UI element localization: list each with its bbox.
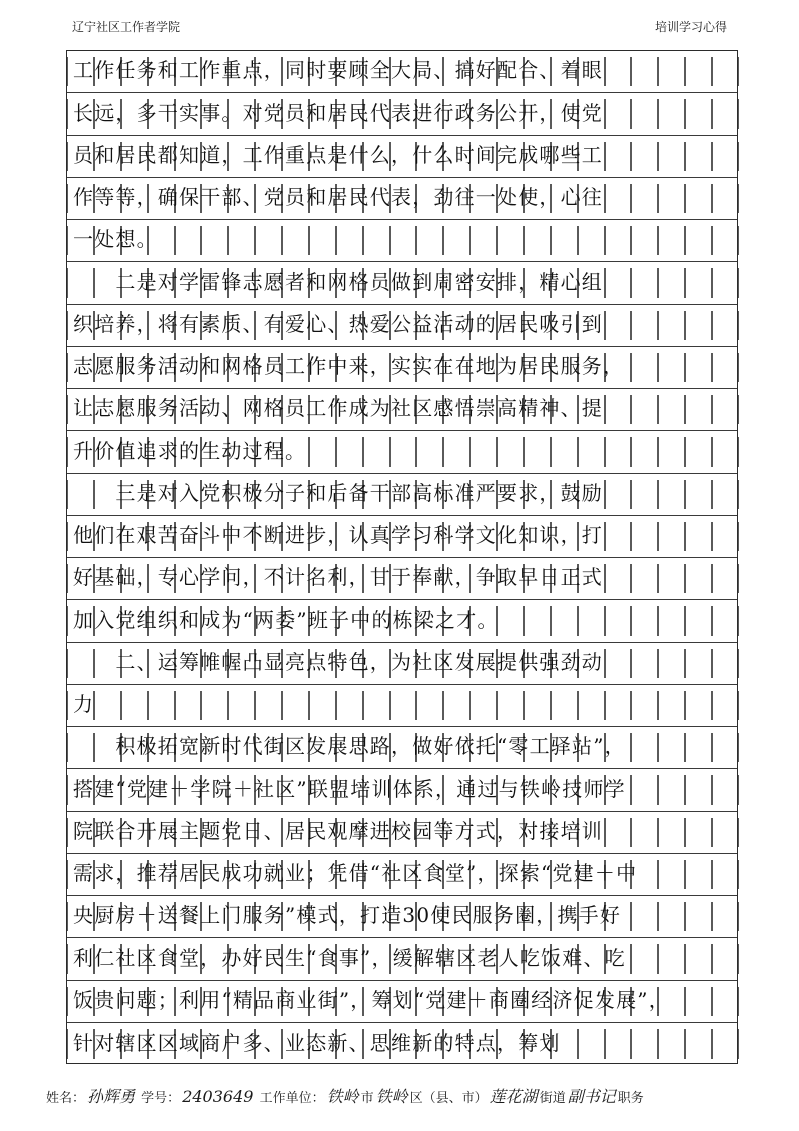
grid-cell <box>658 99 685 128</box>
grid-cell <box>578 226 605 255</box>
handwritten-line: 积极拓宽新时代街区发展思路，做好依托“零工驿站”， <box>73 734 626 759</box>
grid-cell <box>658 860 685 889</box>
grid-cell <box>685 142 712 171</box>
grid-cell <box>416 691 443 720</box>
grid-cell <box>631 395 658 424</box>
grid-cell <box>309 691 336 720</box>
grid-cell <box>605 480 632 509</box>
grid-cell <box>524 437 551 466</box>
grid-cell <box>685 818 712 847</box>
grid-cell <box>712 311 739 340</box>
grid-cell <box>605 226 632 255</box>
grid-cell <box>631 606 658 635</box>
grid-cell <box>685 944 712 973</box>
grid-cell <box>497 691 524 720</box>
grid-cell <box>551 226 578 255</box>
manuscript-row <box>67 347 737 389</box>
grid-cell <box>551 437 578 466</box>
grid-cell <box>712 437 739 466</box>
grid-cell <box>631 311 658 340</box>
grid-cell <box>712 987 739 1016</box>
manuscript-row <box>67 389 737 431</box>
grid-cell <box>443 691 470 720</box>
grid-cell <box>605 522 632 551</box>
handwritten-line: 二、运筹帷幄凸显亮点特色，为社区发展提供强劲动 <box>73 649 603 674</box>
name-label: 姓名： <box>46 1091 86 1106</box>
grid-cell <box>605 606 632 635</box>
grid-cell <box>712 902 739 931</box>
grid-cell <box>631 733 658 762</box>
grid-cell <box>390 437 417 466</box>
grid-cell <box>685 902 712 931</box>
grid-cell <box>631 184 658 213</box>
grid-cell <box>605 691 632 720</box>
grid-cell <box>336 691 363 720</box>
grid-cell <box>443 437 470 466</box>
grid-cell <box>363 691 390 720</box>
grid-cell <box>712 353 739 382</box>
manuscript-row <box>67 1023 737 1065</box>
grid-cell <box>470 226 497 255</box>
grid-cell <box>201 226 228 255</box>
grid-cell <box>685 733 712 762</box>
handwritten-line: 央厨房＋送餐上门服务”模式，打造30便民服务圈，携手好 <box>73 903 622 928</box>
grid-cell <box>390 691 417 720</box>
grid-cell <box>497 606 524 635</box>
id-label: 学号： <box>141 1091 181 1106</box>
manuscript-row <box>67 938 737 980</box>
grid-cell <box>685 353 712 382</box>
manuscript-row <box>67 643 737 685</box>
handwritten-line: 工作任务和工作重点，同时要顾全大局、搞好配合、着眼 <box>73 58 603 83</box>
street-label: 街道 <box>539 1091 566 1106</box>
grid-cell <box>685 606 712 635</box>
manuscript-row <box>67 854 737 896</box>
grid-cell <box>685 311 712 340</box>
grid-cell <box>685 649 712 678</box>
manuscript-row <box>67 685 737 727</box>
district-value: 铁岭 <box>375 1087 408 1106</box>
grid-cell <box>282 226 309 255</box>
manuscript-row <box>67 305 737 347</box>
grid-cell <box>551 606 578 635</box>
grid-cell <box>228 691 255 720</box>
grid-cell <box>201 691 228 720</box>
city-value: 铁岭 <box>326 1087 359 1106</box>
grid-cell <box>605 57 632 86</box>
manuscript-row <box>67 812 737 854</box>
grid-cell <box>712 775 739 804</box>
grid-cell <box>121 691 148 720</box>
grid-cell <box>685 860 712 889</box>
handwritten-line: 作等等，确保干部、党员和居民代表，劲往一处使，心往 <box>73 185 603 209</box>
grid-cell <box>685 437 712 466</box>
grid-cell <box>685 564 712 593</box>
grid-cell <box>658 902 685 931</box>
grid-cell <box>470 691 497 720</box>
grid-cell <box>685 522 712 551</box>
page-header <box>72 18 727 40</box>
handwritten-line: 搭建“党建＋学院＋社区”联盟培训体系，通过与铁岭技师学 <box>73 776 626 801</box>
handwritten-line: 一处想。 <box>73 227 158 252</box>
grid-cell <box>658 606 685 635</box>
handwritten-line: 员和居民都知道，工作重点是什么，什么时间完成哪些工 <box>73 142 603 167</box>
grid-cell <box>712 142 739 171</box>
manuscript-row <box>67 516 737 558</box>
grid-cell <box>631 902 658 931</box>
grid-cell <box>605 99 632 128</box>
handwritten-line: 利仁社区食堂，办好民生“食事”，缓解辖区老人吃饭难、吃 <box>73 945 626 970</box>
grid-cell <box>282 691 309 720</box>
grid-cell <box>712 944 739 973</box>
grid-cell <box>363 437 390 466</box>
grid-cell <box>712 226 739 255</box>
grid-cell <box>712 733 739 762</box>
grid-cell <box>658 944 685 973</box>
handwritten-line: 织培养，将有素质、有爱心、热爱公益活动的居民吸引到 <box>73 311 603 336</box>
grid-cell <box>309 437 336 466</box>
handwritten-line: 针对辖区区域商户多、业态新、思维新的特点，筹划 <box>73 1031 561 1055</box>
grid-cell <box>228 226 255 255</box>
handwritten-line: 好基础，专心学问，不计名利，甘于奉献，争取早日正式 <box>73 565 603 590</box>
grid-cell <box>712 818 739 847</box>
handwritten-line: 饭贵问题；利用“精品商业街”，筹划“党建＋商圈经济促发展”， <box>73 987 670 1012</box>
position-value: 副书记 <box>567 1087 616 1106</box>
grid-cell <box>658 57 685 86</box>
grid-cell <box>712 860 739 889</box>
handwritten-line: 力 <box>73 692 95 716</box>
unit-label: 工作单位： <box>259 1091 325 1106</box>
grid-cell <box>148 691 175 720</box>
grid-cell <box>416 437 443 466</box>
name-value: 孙辉勇 <box>87 1087 136 1106</box>
grid-cell <box>658 353 685 382</box>
grid-cell <box>255 226 282 255</box>
grid-cell <box>390 226 417 255</box>
handwritten-line: 他们在艰苦奋斗中不断进步，认真学习科学文化知识，打 <box>73 523 603 547</box>
grid-cell <box>631 649 658 678</box>
grid-cell <box>336 437 363 466</box>
handwritten-line: 三是对入党积极分子和后备干部高标准严要求，鼓励 <box>73 480 603 505</box>
manuscript-row <box>67 769 737 811</box>
grid-cell <box>631 944 658 973</box>
handwritten-line: 志愿服务活动和网格员工作中来，实实在在地为居民服务， <box>73 354 625 378</box>
grid-cell <box>658 437 685 466</box>
grid-cell <box>631 522 658 551</box>
grid-cell <box>658 268 685 297</box>
grid-cell <box>551 691 578 720</box>
handwritten-line: 院联合开展主题党日、居民观摩进校园等方式，对接培训 <box>73 818 603 843</box>
handwritten-line: 长远，多干实事。对党员和居民代表进行政务公开，使党 <box>73 100 603 125</box>
id-value: 2403649 <box>182 1087 254 1106</box>
grid-cell <box>605 818 632 847</box>
grid-cell <box>631 142 658 171</box>
manuscript-row <box>67 431 737 473</box>
grid-cell <box>658 184 685 213</box>
grid-cell <box>712 606 739 635</box>
street-value: 莲花湖 <box>489 1087 538 1106</box>
grid-cell <box>578 1029 605 1059</box>
position-label: 职务 <box>617 1091 644 1106</box>
handwritten-line: 升价值追求的生动过程。 <box>73 438 307 463</box>
grid-cell <box>685 1029 712 1059</box>
grid-cell <box>175 226 202 255</box>
grid-cell <box>309 226 336 255</box>
manuscript-row <box>67 558 737 600</box>
grid-cell <box>631 775 658 804</box>
grid-cell <box>658 226 685 255</box>
manuscript-row <box>67 896 737 938</box>
grid-cell <box>658 818 685 847</box>
grid-cell <box>712 480 739 509</box>
grid-cell <box>443 226 470 255</box>
handwritten-line: 让志愿服务活动、网格员工作成为社区感悟崇高精神、提 <box>73 396 603 421</box>
city-label: 市 <box>360 1091 374 1106</box>
grid-cell <box>658 649 685 678</box>
grid-cell <box>712 649 739 678</box>
manuscript-row <box>67 474 737 516</box>
handwritten-line: 二是对学雷锋志愿者和网格员做到周密安排，精心组 <box>73 269 603 294</box>
grid-cell <box>685 395 712 424</box>
grid-cell <box>631 353 658 382</box>
manuscript-row <box>67 51 737 93</box>
grid-cell <box>712 184 739 213</box>
grid-cell <box>685 99 712 128</box>
grid-cell <box>497 226 524 255</box>
grid-cell <box>685 268 712 297</box>
grid-cell <box>255 691 282 720</box>
grid-cell <box>605 564 632 593</box>
grid-cell <box>524 691 551 720</box>
grid-cell <box>658 733 685 762</box>
grid-cell <box>363 226 390 255</box>
grid-cell <box>631 226 658 255</box>
grid-cell <box>605 268 632 297</box>
grid-cell <box>685 226 712 255</box>
grid-cell <box>605 142 632 171</box>
author-info-footer <box>46 1084 753 1107</box>
grid-cell <box>658 775 685 804</box>
grid-cell <box>416 226 443 255</box>
manuscript-row <box>67 981 737 1023</box>
grid-cell <box>470 437 497 466</box>
grid-cell <box>524 606 551 635</box>
grid-cell <box>658 395 685 424</box>
grid-cell <box>658 142 685 171</box>
grid-cell <box>631 691 658 720</box>
grid-cell <box>685 691 712 720</box>
handwritten-line: 加入党组织和成为“两委”班子中的栋梁之才。 <box>73 607 499 632</box>
grid-cell <box>658 564 685 593</box>
grid-cell <box>94 691 121 720</box>
grid-cell <box>712 691 739 720</box>
grid-cell <box>605 437 632 466</box>
grid-cell <box>578 606 605 635</box>
manuscript-row <box>67 220 737 262</box>
grid-cell <box>578 437 605 466</box>
grid-cell <box>658 311 685 340</box>
manuscript-row <box>67 600 737 642</box>
grid-cell <box>605 649 632 678</box>
grid-cell <box>685 57 712 86</box>
grid-cell <box>712 564 739 593</box>
district-label: 区（县、市） <box>409 1091 488 1106</box>
grid-cell <box>605 311 632 340</box>
grid-cell <box>175 691 202 720</box>
manuscript-row <box>67 93 737 135</box>
manuscript-row <box>67 727 737 769</box>
manuscript-row <box>67 178 737 220</box>
manuscript-row <box>67 262 737 304</box>
grid-cell <box>336 226 363 255</box>
manuscript-row <box>67 136 737 178</box>
handwritten-line: 需求，推荐居民成功就业；凭借“社区食堂”，探索“党建＋中 <box>73 861 638 885</box>
manuscript-grid <box>66 50 738 1064</box>
grid-cell <box>658 522 685 551</box>
grid-cell <box>605 1029 632 1059</box>
grid-cell <box>685 775 712 804</box>
grid-cell <box>497 437 524 466</box>
header-doc-type: 培训学习心得 <box>654 20 727 34</box>
grid-cell <box>631 818 658 847</box>
grid-cell <box>631 57 658 86</box>
header-institution: 辽宁社区工作者学院 <box>72 20 181 34</box>
grid-cell <box>631 480 658 509</box>
grid-cell <box>631 268 658 297</box>
grid-cell <box>712 522 739 551</box>
grid-cell <box>712 1029 739 1059</box>
grid-cell <box>631 437 658 466</box>
grid-cell <box>631 99 658 128</box>
grid-cell <box>685 184 712 213</box>
grid-cell <box>712 57 739 86</box>
grid-cell <box>712 99 739 128</box>
grid-cell <box>631 564 658 593</box>
grid-cell <box>658 691 685 720</box>
grid-cell <box>685 987 712 1016</box>
grid-cell <box>578 691 605 720</box>
grid-cell <box>712 268 739 297</box>
grid-cell <box>631 1029 658 1059</box>
grid-cell <box>524 226 551 255</box>
grid-cell <box>605 395 632 424</box>
grid-cell <box>712 395 739 424</box>
grid-cell <box>658 480 685 509</box>
grid-cell <box>658 1029 685 1059</box>
grid-cell <box>605 184 632 213</box>
grid-cell <box>685 480 712 509</box>
